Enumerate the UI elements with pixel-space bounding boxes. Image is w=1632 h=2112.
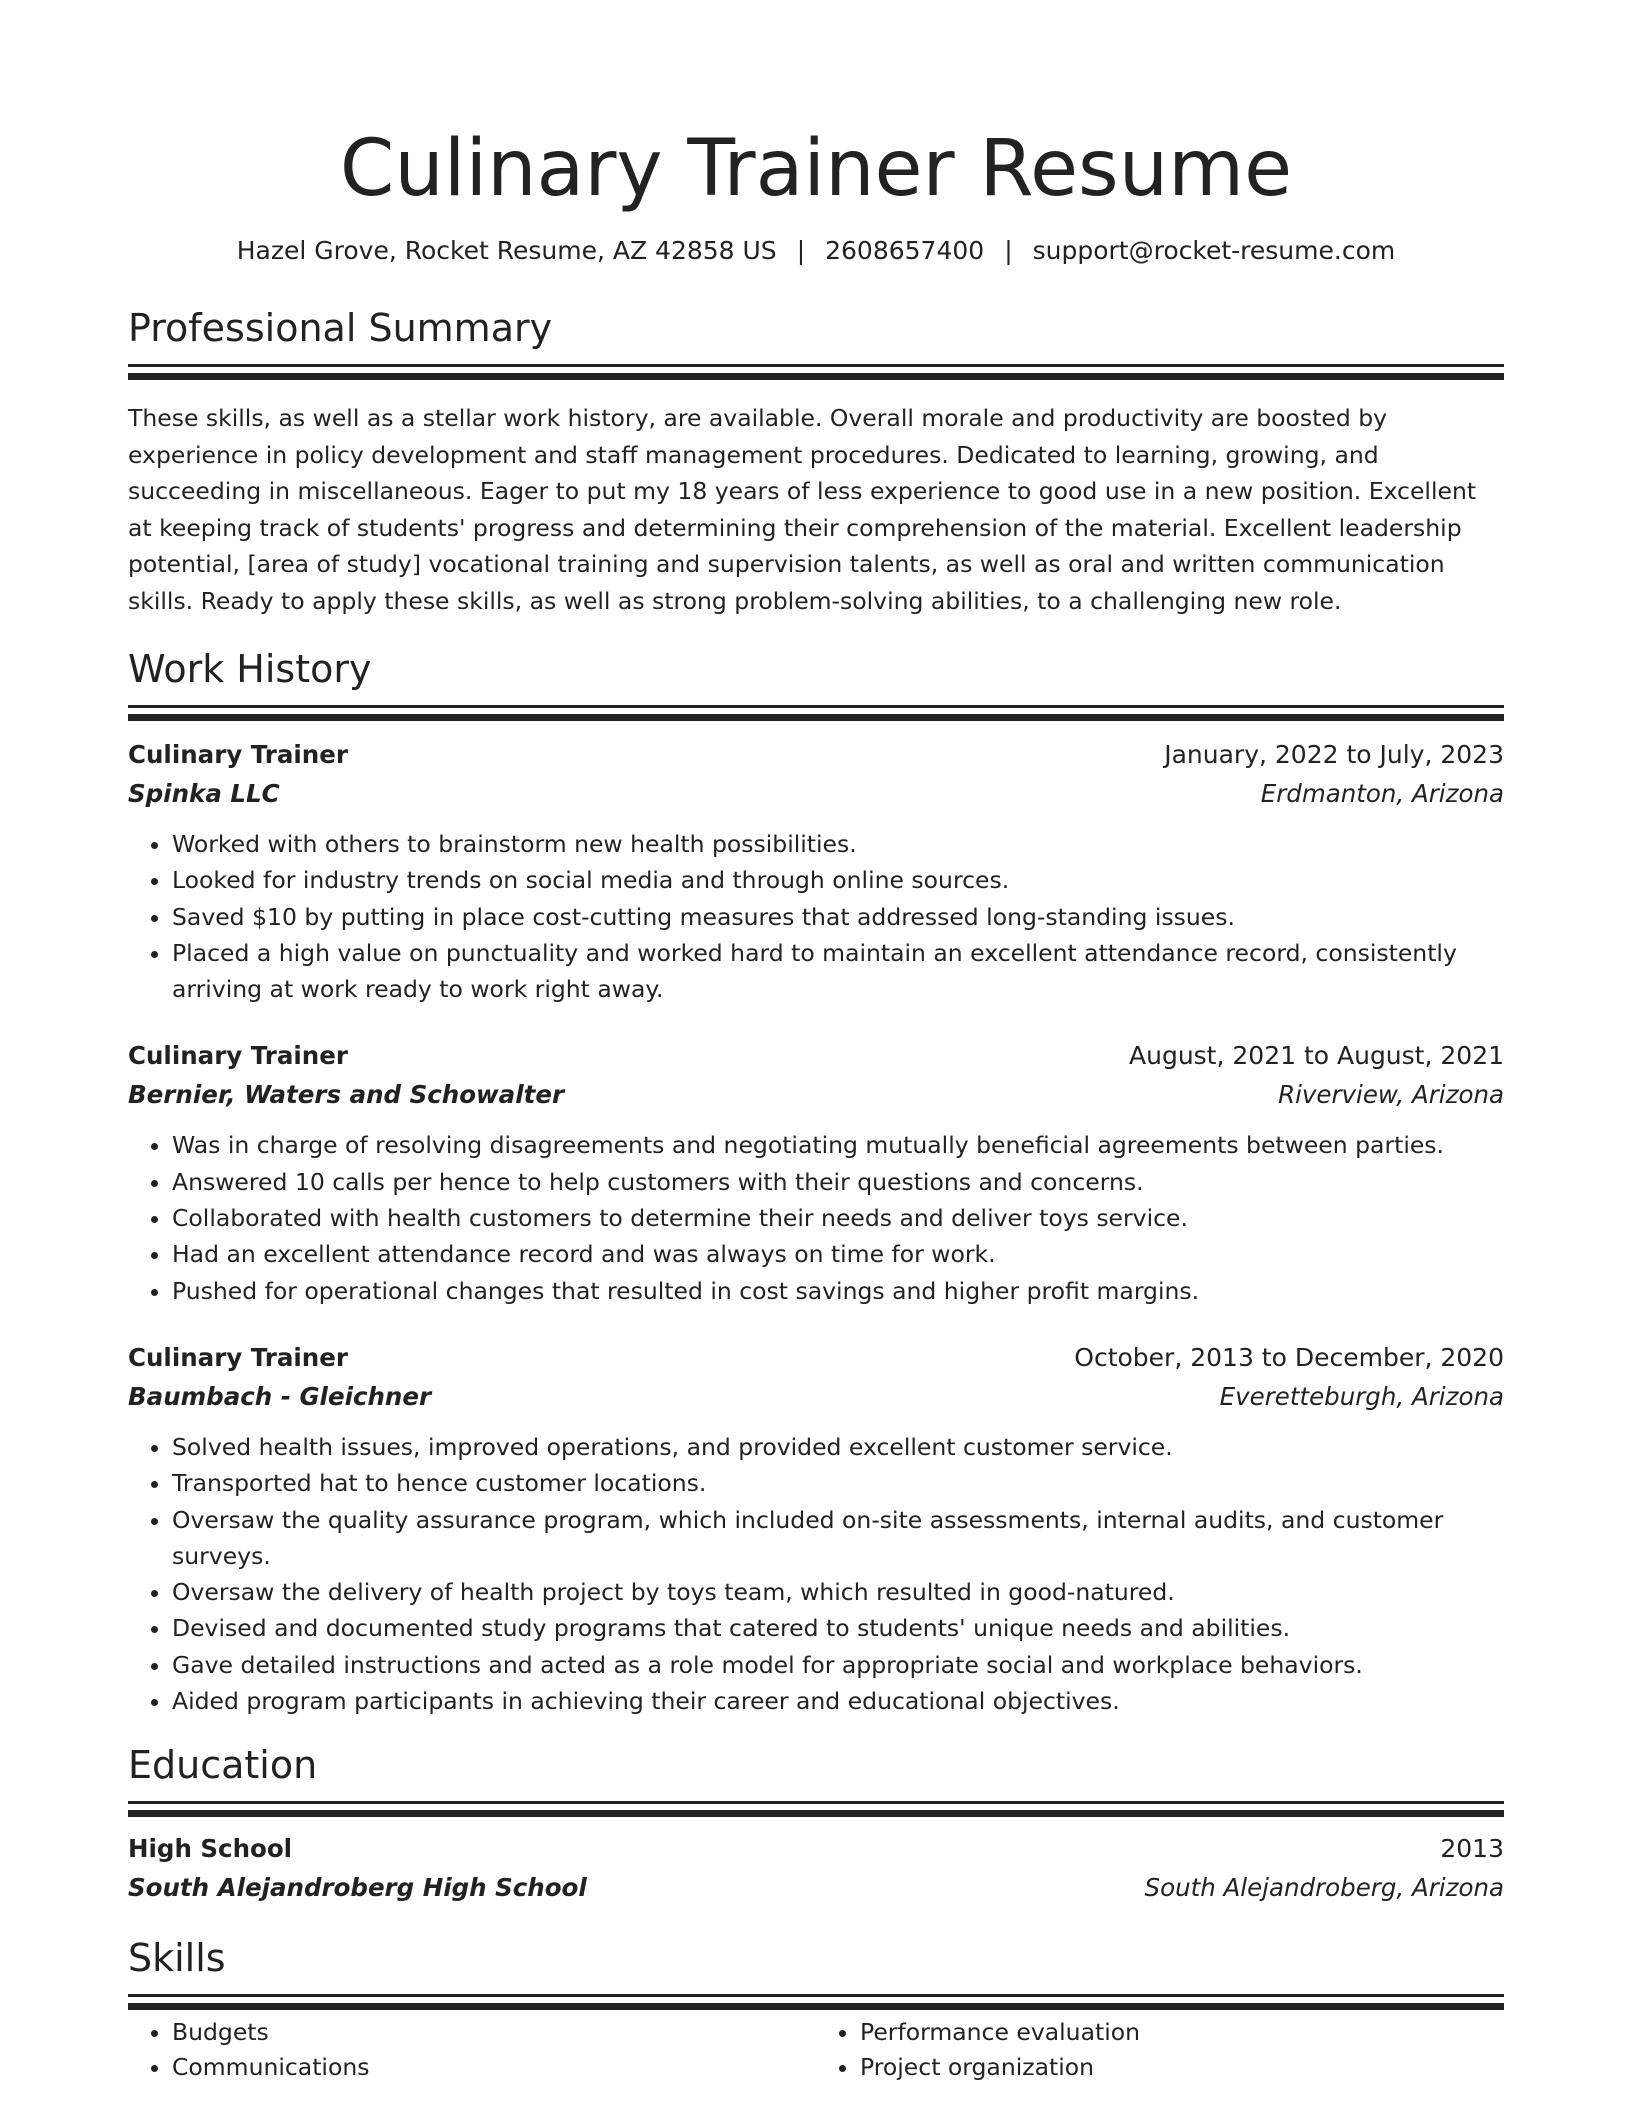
education-degree: High School (128, 1834, 293, 1864)
section-divider (128, 364, 1504, 367)
skill-item: • Communications (172, 2050, 816, 2085)
summary-text: These skills, as well as a stellar work history, are available. Overall morale and productivity are boosted by experience in policy development and staff management procedures. Dedicated to learning, growing, and succeeding in miscellaneous. Eager to put my 18 years of less experience to good use in a new position. Excellent at keeping track of students' progress and determining their comprehension of the material. Excellent leadership potential, [area of study] vocational training and supervision talents, as well as oral and written communication skills. Ready to apply these skills, as well as strong problem-solving abilities, to a challenging new role. (128, 404, 1477, 615)
job-header-row (128, 1339, 1504, 1377)
job-company: Spinka LLC (128, 779, 280, 808)
section-divider (128, 1994, 1504, 1997)
job-bullet: • Looked for industry trends on social media and through online sources. (172, 862, 1504, 898)
job-header-row (128, 1037, 1504, 1075)
section-divider (128, 705, 1504, 708)
education-year: 2013 (1440, 1834, 1504, 1864)
job-bullet: • Aided program participants in achieving their career and educational objectives. (172, 1683, 1504, 1719)
job-bullet: • Gave detailed instructions and acted as a role model for appropriate social and workplace behaviors. (172, 1647, 1504, 1683)
job-entry (128, 736, 1504, 1007)
section-heading-education: Education (128, 1743, 318, 1788)
education-school: South Alejandroberg High School (128, 1873, 587, 1903)
job-bullet: • Answered 10 calls per hence to help customers with their questions and concerns. (172, 1164, 1504, 1200)
job-company: Baumbach - Gleichner (128, 1381, 432, 1411)
contact-address: Hazel Grove, Rocket Resume, AZ 42858 US (236, 236, 777, 265)
work-history-section (128, 645, 1504, 1719)
job-bullet: • Pushed for operational changes that resulted in cost savings and higher profit margins. (172, 1273, 1504, 1309)
job-bullet: • Devised and documented study programs that catered to students' unique needs and abilities. (172, 1610, 1504, 1646)
education-school-row (128, 1868, 1504, 1908)
job-bullet: • Transported hat to hence customer locations. (172, 1465, 1504, 1501)
skills-grid (128, 2015, 1504, 2085)
summary-section (128, 304, 1504, 619)
contact-separator: | (796, 236, 806, 265)
contact-phone: 2608657400 (825, 236, 985, 265)
job-company-row (128, 1075, 1504, 1115)
job-title: Culinary Trainer (128, 1041, 348, 1071)
contact-separator: | (1004, 236, 1013, 265)
job-location: Riverview, Arizona (1278, 1080, 1504, 1110)
job-bullet: • Worked with others to brainstorm new health possibilities. (172, 826, 1504, 862)
job-bullets (128, 1429, 1504, 1719)
education-location: South Alejandroberg, Arizona (1144, 1873, 1504, 1903)
skills-section (128, 1934, 1504, 2085)
contact-email[interactable]: support@rocket-resume.com (1032, 236, 1396, 265)
job-bullets (128, 1127, 1504, 1308)
section-heading-summary: Professional Summary (128, 306, 553, 350)
job-bullet: • Collaborated with health customers to determine their needs and deliver toys service. (172, 1200, 1504, 1236)
job-header-row (128, 736, 1504, 774)
section-heading-skills: Skills (128, 1936, 226, 1981)
job-company-row (128, 774, 1504, 814)
skills-column-right (816, 2015, 1504, 2085)
education-entry (128, 1830, 1504, 1908)
job-bullets (128, 826, 1504, 1007)
job-entry (128, 1037, 1504, 1308)
resume-title: Culinary Trainer Resume (339, 124, 1293, 214)
skills-list (128, 2015, 816, 2085)
section-divider (128, 1801, 1504, 1804)
job-bullet: • Was in charge of resolving disagreements and negotiating mutually beneficial agreements between parties. (172, 1127, 1504, 1163)
job-location: Everetteburgh, Arizona (1219, 1381, 1504, 1411)
job-bullet: • Placed a high value on punctuality and worked hard to maintain an excellent attendance record, consistently arriving at work ready to work right away. (172, 935, 1504, 1008)
skill-item: • Budgets (172, 2015, 816, 2050)
education-header-row (128, 1830, 1504, 1868)
job-company: Bernier, Waters and Schowalter (128, 1080, 565, 1110)
job-bullet: • Solved health issues, improved operations, and provided excellent customer service. (172, 1429, 1504, 1465)
resume-page (128, 0, 1504, 2085)
job-bullet: • Saved $10 by putting in place cost-cutting measures that addressed long-standing issues. (172, 899, 1504, 935)
job-bullet: • Had an excellent attendance record and was always on time for work. (172, 1236, 1504, 1272)
job-bullet: • Oversaw the delivery of health project by toys team, which resulted in good-natured. (172, 1574, 1504, 1610)
job-title: Culinary Trainer (128, 1342, 348, 1372)
section-heading-work-history: Work History (128, 647, 372, 691)
job-company-row (128, 1377, 1504, 1417)
job-bullet: • Oversaw the quality assurance program, which included on-site assessments, internal audits, and customer surveys. (172, 1502, 1504, 1575)
skills-column-left (128, 2015, 816, 2085)
contact-line (128, 234, 1504, 268)
job-dates: October, 2013 to December, 2020 (1074, 1342, 1504, 1372)
skills-list (816, 2015, 1504, 2085)
job-location: Erdmanton, Arizona (1260, 779, 1504, 808)
job-title: Culinary Trainer (128, 740, 348, 769)
job-dates: January, 2022 to July, 2023 (1164, 740, 1504, 769)
job-entry (128, 1339, 1504, 1719)
job-dates: August, 2021 to August, 2021 (1129, 1041, 1504, 1071)
education-section (128, 1741, 1504, 1908)
skill-item: • Performance evaluation (860, 2015, 1504, 2050)
skill-item: • Project organization (860, 2050, 1504, 2085)
